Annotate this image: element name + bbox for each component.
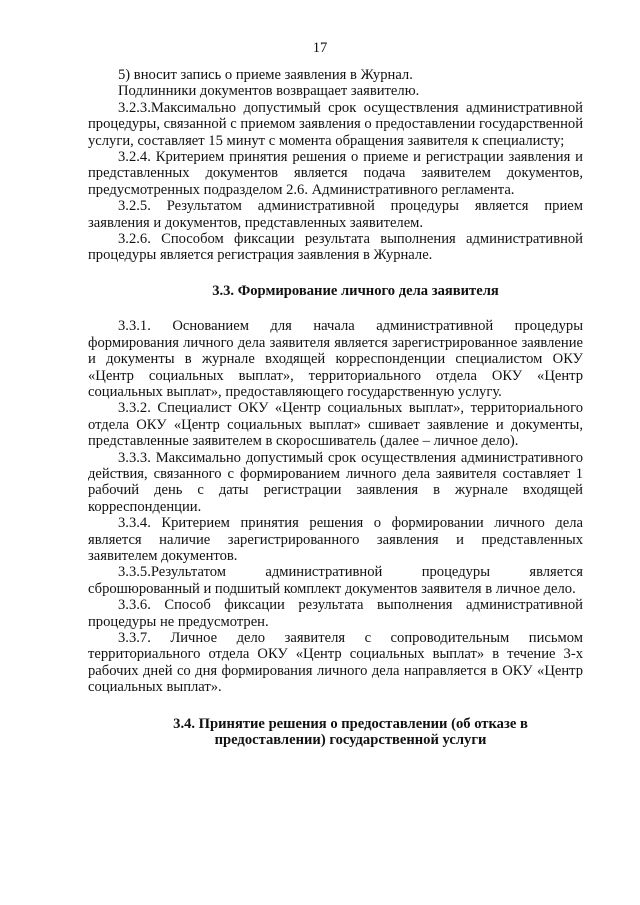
paragraph: 3.2.5. Результатом административной процедуры является прием заявления и документов, представленных заявителем. <box>88 198 583 231</box>
section-heading-3-4-line1: 3.4. Принятие решения о предоставлении (об отказе в <box>173 715 528 732</box>
section-heading-3-3: 3.3. Формирование личного дела заявителя <box>212 282 499 299</box>
paragraph: 3.2.3.Максимально допустимый срок осуществления административной процедуры, связанной с приемом заявления о предоставлении государственной услуги, составляет 15 минут с момента обращения заявителя к специалисту; <box>88 99 583 149</box>
paragraph: 3.3.7. Личное дело заявителя с сопроводительным письмом территориального отдела ОКУ «Центр социальных выплат» в течение 3-х рабочих дней со дня формирования личного дела направляется в ОКУ «Центр социальных выплат». <box>88 630 583 696</box>
paragraph: 3.3.1. Основанием для начала административной процедуры формирования личного дела заявителя является зарегистрированное заявление и документы в журнале входящей корреспонденции специалистом ОКУ «Центр социальных выплат», территориального отдела ОКУ «Центр социальных выплат», предоставляющего государственную услугу. <box>88 318 583 400</box>
paragraph: Подлинники документов возвращает заявителю. <box>118 83 420 100</box>
section-heading-3-4-line2: предоставлении) государственной услуги <box>214 732 487 749</box>
page-content <box>88 67 583 748</box>
paragraph: 3.2.4. Критерием принятия решения о приеме и регистрации заявления и представленных документов является подача заявителем документов, предусмотренных подразделом 2.6. Административного регламента. <box>88 149 583 198</box>
paragraph: 3.3.3. Максимально допустимый срок осуществления административного действия, связанного с формированием личного дела заявителя составляет 1 рабочий день с даты регистрации заявления в журнале входящей корреспонденции. <box>88 449 583 515</box>
paragraph: 3.3.4. Критерием принятия решения о формировании личного дела является наличие зарегистрированного заявления и представленных заявителем документов. <box>88 515 583 564</box>
page-number: 17 <box>312 40 328 56</box>
paragraph: 3.2.6. Способом фиксации результата выполнения административной процедуры является регистрация заявления в Журнале. <box>88 231 583 264</box>
paragraph: 5) вносит запись о приеме заявления в Журнал. <box>118 67 413 83</box>
section-heading-3-4 <box>88 716 583 749</box>
paragraph: 3.3.6. Способ фиксации результата выполнения административной процедуры не предусмотрен. <box>88 597 583 630</box>
paragraph: 3.3.2. Специалист ОКУ «Центр социальных выплат», территориального отдела ОКУ «Центр социальных выплат» сшивает заявление и документы, представленные заявителем в скоросшиватель (далее – личное дело). <box>88 400 583 450</box>
paragraph: 3.3.5.Результатом административной процедуры является сброшюрованный и подшитый комплект документов заявителя в личное дело. <box>88 564 583 597</box>
